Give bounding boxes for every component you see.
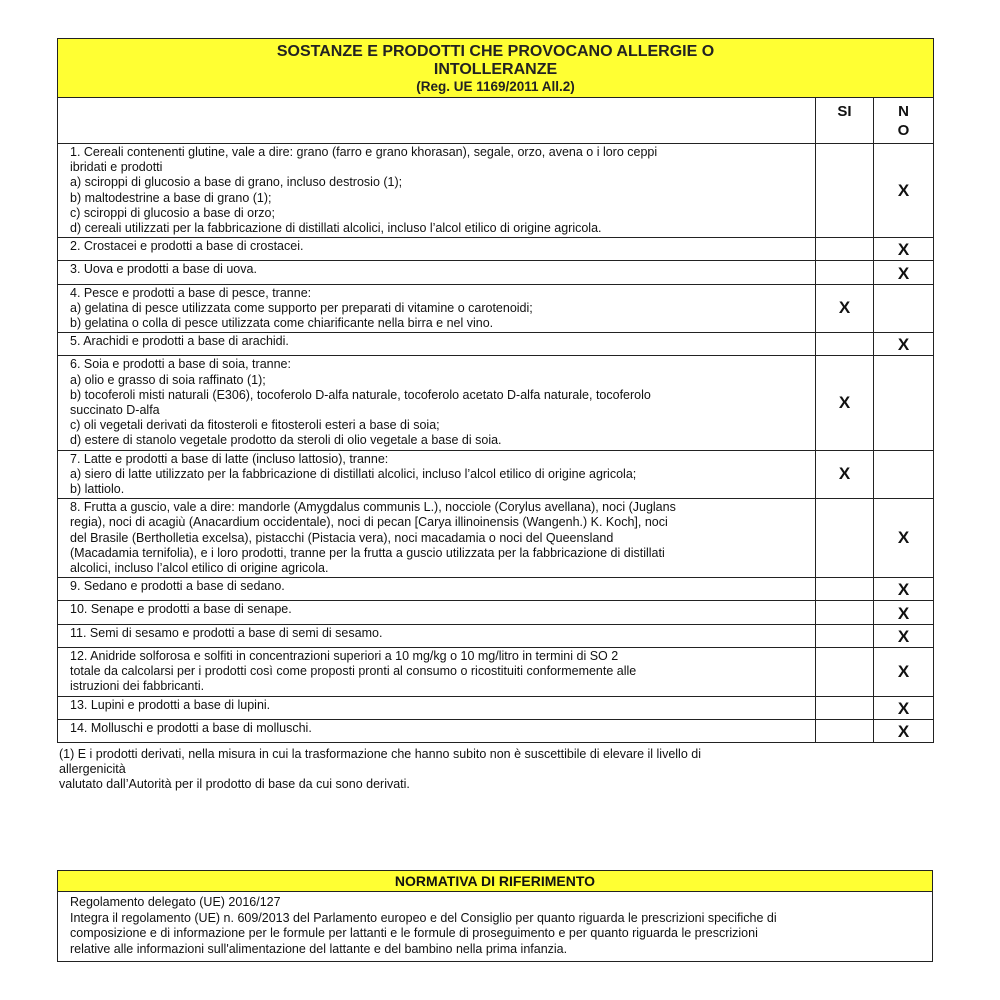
description-line: istruzioni dei fabbricanti. — [70, 679, 205, 694]
description-line: 9. Sedano e prodotti a base di sedano. — [70, 579, 285, 594]
description-line: 3. Uova e prodotti a base di uova. — [70, 262, 257, 277]
si-mark — [816, 238, 874, 261]
description-line: (Macadamia ternifolia), e i loro prodotti, tranne per la frutta a guscio utilizzata per la fabbricazione di distillati — [70, 545, 665, 560]
allergen-description — [58, 499, 816, 578]
normativa-body — [58, 892, 933, 962]
si-mark — [816, 624, 874, 647]
description-line: del Brasile (Bertholletia excelsa), pistacchi (Pistacia vera), noci macadamia o noci del Queensland — [70, 530, 614, 545]
footnote — [57, 743, 859, 792]
description-line: regia), noci di acagiù (Anacardium occidentale), noci di pecan [Carya illinoinensis (Wangenh.) K. Koch], noci — [70, 515, 668, 530]
footnote-line-2: allergenicità — [59, 761, 126, 776]
no-mark: X — [874, 261, 934, 284]
normativa-header: NORMATIVA DI RIFERIMENTO — [58, 871, 933, 892]
description-line: b) gelatina o colla di pesce utilizzata come chiarificante nella birra e nel vino. — [70, 316, 494, 331]
allergen-description — [58, 261, 816, 284]
allergen-description — [58, 647, 816, 696]
allergen-row — [58, 284, 934, 333]
description-line: b) tocoferoli misti naturali (E306), tocoferolo D-alfa naturale, tocoferolo acetato D-alfa naturale, tocoferolo — [70, 387, 651, 402]
title-row — [58, 39, 934, 98]
allergen-row — [58, 144, 934, 238]
description-line: a) sciroppi di glucosio a base di grano, incluso destrosio (1); — [70, 175, 403, 190]
no-mark: X — [874, 601, 934, 624]
si-mark — [816, 333, 874, 356]
allergen-row — [58, 647, 934, 696]
normativa-line-1: Regolamento delegato (UE) 2016/127 — [70, 895, 281, 909]
no-mark: X — [874, 333, 934, 356]
allergen-document — [57, 38, 933, 792]
allergen-row — [58, 624, 934, 647]
si-mark — [816, 578, 874, 601]
footnote-line-1: (1) E i prodotti derivati, nella misura in cui la trasformazione che hanno subito non è suscettibile di elevare il livello di — [59, 746, 701, 761]
description-line: totale da calcolarsi per i prodotti così come proposti pronti al consumo o ricostituiti conformemente alle — [70, 664, 637, 679]
no-mark: X — [874, 578, 934, 601]
column-header-no-line2: O — [897, 121, 910, 139]
normativa-line-4: relative alle informazioni sull'alimentazione del lattante e del bambino nella prima infanzia. — [70, 941, 568, 956]
description-line: 11. Semi di sesamo e prodotti a base di semi di sesamo. — [70, 625, 383, 640]
no-mark — [874, 450, 934, 499]
header-row — [58, 98, 934, 144]
allergen-row — [58, 499, 934, 578]
description-line: b) maltodestrine a base di grano (1); — [70, 190, 272, 205]
si-mark — [816, 261, 874, 284]
si-mark: X — [816, 356, 874, 450]
no-mark: X — [874, 696, 934, 719]
header-empty-cell — [58, 98, 816, 144]
allergen-description — [58, 696, 816, 719]
description-line: 6. Soia e prodotti a base di soia, tranne: — [70, 357, 291, 372]
description-line: 8. Frutta a guscio, vale a dire: mandorle (Amygdalus communis L.), nocciole (Corylus avellana), noci (Juglans — [70, 500, 676, 515]
title-line-1: SOSTANZE E PRODOTTI CHE PROVOCANO ALLERGIE O — [276, 43, 715, 60]
no-mark: X — [874, 238, 934, 261]
allergen-row — [58, 450, 934, 499]
allergen-description — [58, 601, 816, 624]
description-line: alcolici, incluso l’alcol etilico di origine agricola. — [70, 561, 329, 576]
si-mark — [816, 647, 874, 696]
si-mark — [816, 696, 874, 719]
allergen-description — [58, 284, 816, 333]
description-line: 12. Anidride solforosa e solfiti in concentrazioni superiori a 10 mg/kg o 10 mg/litro in termini di SO 2 — [70, 648, 619, 663]
title-line-2: INTOLLERANZE — [433, 61, 558, 78]
no-mark: X — [874, 144, 934, 238]
description-line: d) estere di stanolo vegetale prodotto da steroli di olio vegetale a base di soia. — [70, 433, 502, 448]
si-mark — [816, 601, 874, 624]
si-mark: X — [816, 450, 874, 499]
description-line: 14. Molluschi e prodotti a base di molluschi. — [70, 720, 312, 735]
column-header-no — [874, 98, 934, 144]
description-line: a) olio e grasso di soia raffinato (1); — [70, 372, 266, 387]
title-regulation: (Reg. UE 1169/2011 All.2) — [416, 79, 575, 94]
si-mark — [816, 719, 874, 742]
description-line: a) gelatina di pesce utilizzata come supporto per preparati di vitamine o carotenoidi; — [70, 300, 533, 315]
description-line: 2. Crostacei e prodotti a base di crostacei. — [70, 239, 304, 254]
allergen-row — [58, 238, 934, 261]
allergen-description — [58, 238, 816, 261]
allergen-description — [58, 144, 816, 238]
description-line: 5. Arachidi e prodotti a base di arachidi. — [70, 334, 289, 349]
description-line: d) cereali utilizzati per la fabbricazione di distillati alcolici, incluso l’alcol etilico di origine agricola. — [70, 221, 602, 236]
no-mark: X — [874, 624, 934, 647]
table-title — [58, 39, 934, 98]
allergen-row — [58, 356, 934, 450]
no-mark: X — [874, 647, 934, 696]
description-line: 7. Latte e prodotti a base di latte (incluso lattosio), tranne: — [70, 451, 389, 466]
normativa-box — [57, 870, 933, 962]
description-line: succinato D-alfa — [70, 403, 160, 418]
normativa-line-3: composizione e di informazione per le formule per lattanti e le formule di proseguimento e per quanto riguarda le prescrizioni — [70, 926, 758, 940]
column-header-no-line1: N — [898, 102, 909, 120]
no-mark: X — [874, 499, 934, 578]
no-mark — [874, 284, 934, 333]
normativa-line-2: Integra il regolamento (UE) n. 609/2013 del Parlamento europeo e del Consiglio per quanto riguarda le prescrizioni specifiche di — [70, 910, 777, 925]
allergen-description — [58, 450, 816, 499]
description-line: 4. Pesce e prodotti a base di pesce, tranne: — [70, 285, 312, 300]
description-line: 1. Cereali contenenti glutine, vale a dire: grano (farro e grano khorasan), segale, orzo, avena o i loro ceppi — [70, 145, 658, 159]
description-line: ibridati e prodotti — [70, 160, 163, 175]
allergen-description — [58, 356, 816, 450]
column-header-si: SI — [816, 98, 874, 144]
si-mark — [816, 144, 874, 238]
allergen-row — [58, 261, 934, 284]
allergen-description — [58, 624, 816, 647]
allergen-table — [57, 38, 934, 743]
allergen-row — [58, 333, 934, 356]
footnote-line-3: valutato dall’Autorità per il prodotto di base da cui sono derivati. — [59, 776, 410, 791]
description-line: c) oli vegetali derivati da fitosteroli e fitosteroli esteri a base di soia; — [70, 418, 440, 433]
description-line: c) sciroppi di glucosio a base di orzo; — [70, 205, 275, 220]
allergen-description — [58, 333, 816, 356]
si-mark: X — [816, 284, 874, 333]
allergen-row — [58, 601, 934, 624]
description-line: 13. Lupini e prodotti a base di lupini. — [70, 697, 271, 712]
allergen-description — [58, 719, 816, 742]
allergen-row — [58, 696, 934, 719]
description-line: b) lattiolo. — [70, 482, 125, 497]
no-mark: X — [874, 719, 934, 742]
no-mark — [874, 356, 934, 450]
allergen-row — [58, 719, 934, 742]
si-mark — [816, 499, 874, 578]
allergen-description — [58, 578, 816, 601]
description-line: 10. Senape e prodotti a base di senape. — [70, 602, 292, 617]
allergen-row — [58, 578, 934, 601]
description-line: a) siero di latte utilizzato per la fabbricazione di distillati alcolici, incluso l’alcol etilico di origine agricola; — [70, 466, 637, 481]
